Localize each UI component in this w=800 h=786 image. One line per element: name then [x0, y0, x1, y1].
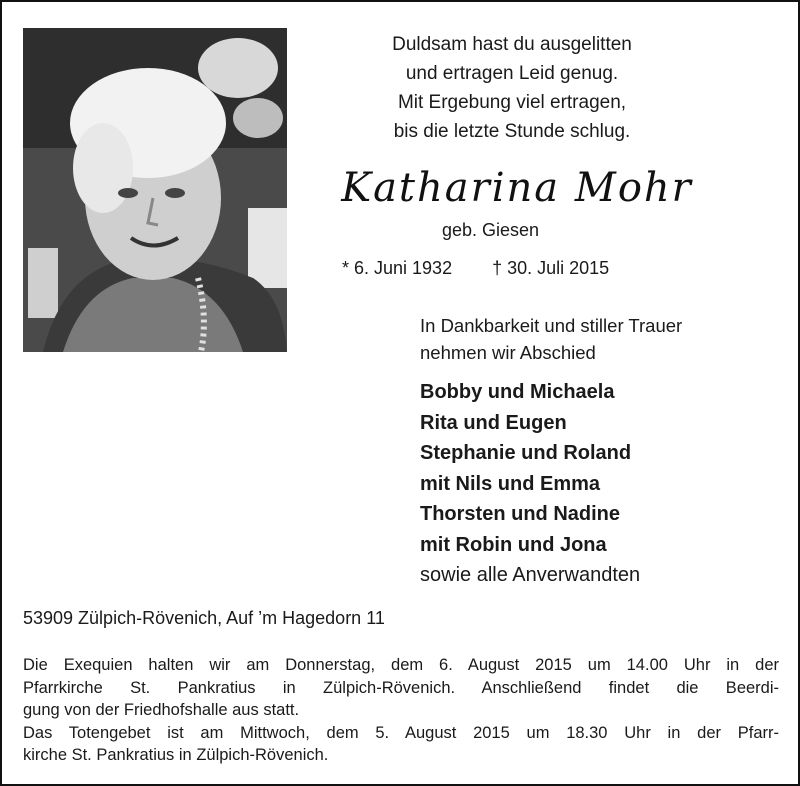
life-dates — [342, 258, 702, 279]
portrait-image — [23, 28, 287, 352]
poem — [322, 30, 702, 146]
mourners-intro — [420, 312, 682, 366]
mourners-list — [420, 377, 640, 591]
notice-line: Pfarrkirche St. Pankratius in Zülpich-Rövenich. Anschließend findet die Beerdi- — [23, 678, 779, 697]
birth-name: geb. Giesen — [442, 220, 540, 240]
mourners-closing: sowie alle Anverwandten — [420, 564, 641, 586]
notice-line: kirche St. Pankratius in Zülpich-Rövenich. — [23, 746, 329, 764]
address: 53909 Zülpich-Rövenich, Auf ’m Hagedorn 11 — [23, 608, 385, 628]
poem-line: Mit Ergebung viel ertragen, — [397, 92, 627, 113]
mourner-name: Rita und Eugen — [420, 411, 567, 434]
mourner-name: Thorsten und Nadine — [420, 503, 620, 525]
intro-line: In Dankbarkeit und stiller Trauer — [420, 315, 683, 336]
notice-line: gung von der Friedhofshalle aus statt. — [23, 701, 300, 719]
portrait-photo — [23, 28, 287, 352]
death-date: † 30. Juli 2015 — [492, 258, 610, 278]
mourner-name: Stephanie und Roland — [420, 442, 632, 464]
notice-line: Das Totengebet ist am Mittwoch, dem 5. August 2015 um 18.30 Uhr in der Pfarr- — [23, 723, 779, 742]
poem-line: und ertragen Leid genug. — [405, 63, 619, 84]
mourner-name: Bobby und Michaela — [420, 381, 615, 403]
birth-date: * 6. Juni 1932 — [342, 258, 453, 278]
poem-line: bis die letzte Stunde schlug. — [393, 121, 631, 142]
poem-line: Duldsam hast du ausgelitten — [392, 34, 632, 55]
notice-line: Die Exequien halten wir am Donnerstag, dem 6. August 2015 um 14.00 Uhr in der — [23, 656, 779, 674]
mourner-name: mit Robin und Jona — [420, 533, 607, 556]
funeral-notice — [23, 654, 779, 767]
intro-line: nehmen wir Abschied — [420, 342, 596, 363]
deceased-name: Katharina Mohr — [341, 165, 693, 211]
mourner-name: mit Nils und Emma — [420, 472, 601, 495]
